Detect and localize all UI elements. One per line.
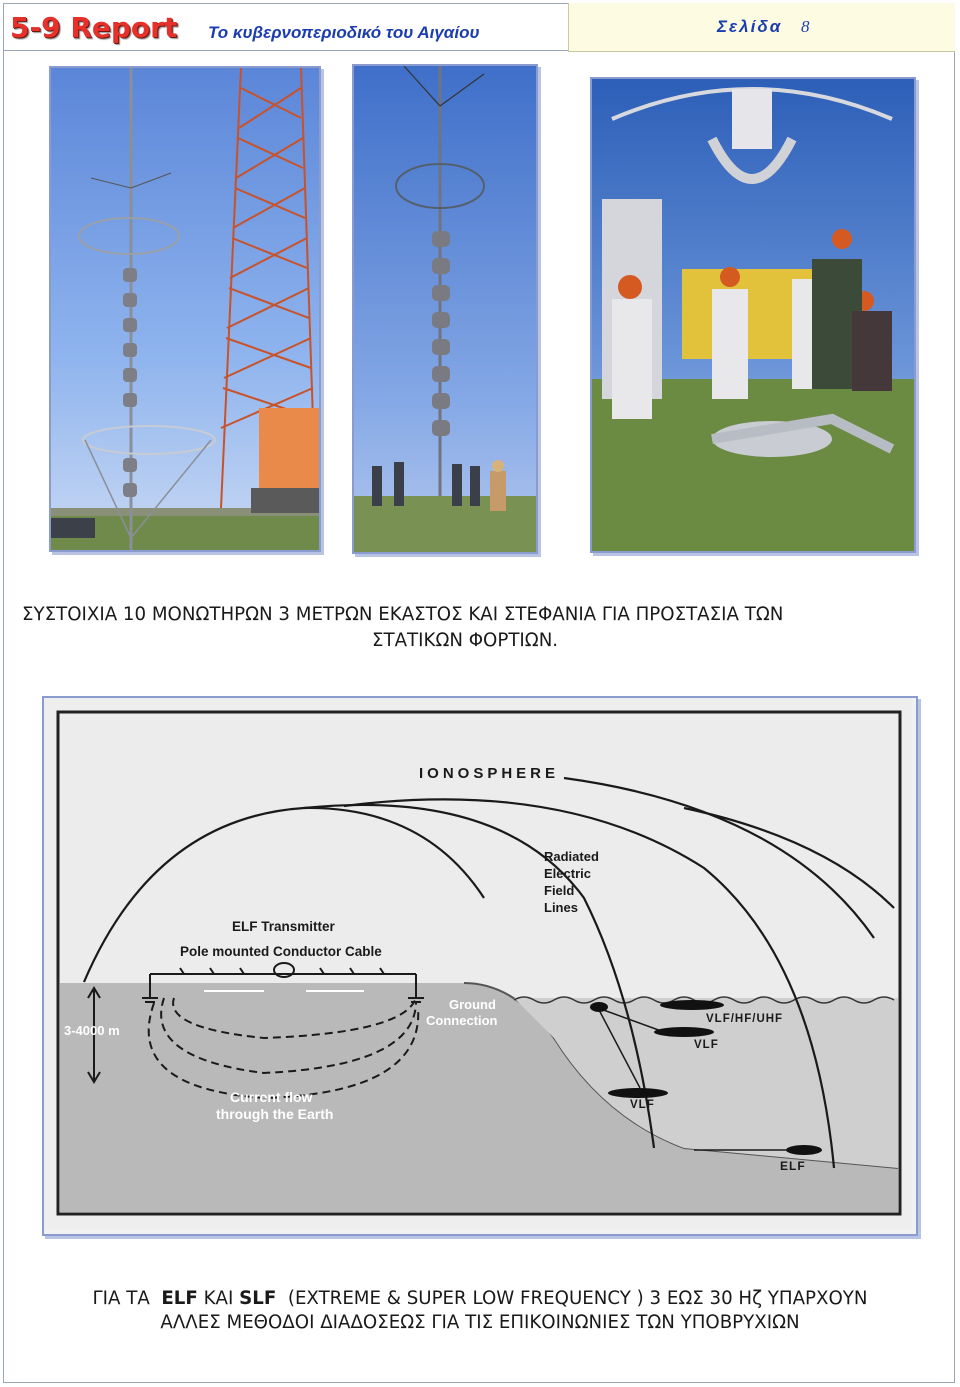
radiated-label-4: Lines — [544, 900, 578, 915]
transmitter-label: ELF Transmitter — [232, 919, 335, 934]
vlf-label-1: VLF — [694, 1039, 719, 1051]
pole-cable-label: Pole mounted Conductor Cable — [180, 944, 382, 959]
current-label-1: Current flow — [230, 1089, 313, 1105]
frequency-caption-line-2: ΑΛΛΕΣ ΜΕΘΟΔΟΙ ΔΙΑΔΟΣΕΩΣ ΓΙΑ ΤΙΣ ΕΠΙΚΟΙΝΩΝΙΕΣ ΤΩΝ ΥΠΟΒΡΥΧΙΩΝ — [160, 1312, 800, 1333]
depth-label: 3-4000 m — [64, 1023, 120, 1038]
caption-rest: (EXTREME & SUPER LOW FREQUENCY ) 3 ΕΩΣ 30 Ηζ ΥΠΑΡΧΟΥΝ — [287, 1288, 868, 1309]
ground-label-2: Connection — [426, 1013, 498, 1028]
brand-logo: 5-9 Report — [10, 11, 178, 44]
elf-propagation-diagram — [42, 696, 918, 1236]
frequency-caption — [10, 1287, 950, 1335]
ionosphere-label: IONOSPHERE — [419, 765, 560, 782]
magazine-tagline: Το κυβερνοπεριοδικό του Αιγαίου — [208, 23, 480, 42]
crew-installation-photo — [590, 77, 916, 553]
caption-and: ΚΑΙ — [203, 1288, 234, 1309]
ground-label-1: Ground — [449, 997, 496, 1012]
page-indicator — [568, 3, 955, 52]
photo-caption — [22, 602, 942, 654]
header-divider — [4, 50, 568, 51]
page-number: 8 — [801, 17, 810, 36]
vlf-label-2: VLF — [630, 1099, 655, 1111]
elf-term: ELF — [161, 1288, 198, 1309]
antenna-insulators-photo — [49, 66, 321, 552]
radiated-label-3: Field — [544, 883, 575, 898]
radiated-label-2: Electric — [544, 866, 591, 881]
slf-term: SLF — [239, 1288, 277, 1309]
header-banner — [4, 4, 566, 50]
current-label-2: through the Earth — [216, 1106, 334, 1122]
caption-prefix: ΓΙΑ ΤΑ — [92, 1288, 150, 1309]
insulator-stack-photo — [352, 64, 538, 554]
page-label: Σελίδα — [717, 17, 783, 36]
elf-sub-label: ELF — [780, 1159, 806, 1173]
caption-line-1: ΣΥΣΤΟΙΧΙΑ 10 ΜΟΝΩΤΗΡΩΝ 3 ΜΕΤΡΩΝ ΕΚΑΣΤΟΣ ΚΑΙ ΣΤΕΦΑΝΙΑ ΓΙΑ ΠΡΟΣΤΑΣΙΑ ΤΩΝ — [22, 604, 784, 625]
radiated-label-1: Radiated — [544, 849, 599, 864]
vlf-hf-uhf-label: VLF/HF/UHF — [706, 1013, 784, 1025]
caption-line-2: ΣΤΑΤΙΚΩΝ ΦΟΡΤΙΩΝ. — [372, 630, 559, 651]
frequency-caption-line-1 — [10, 1287, 950, 1311]
